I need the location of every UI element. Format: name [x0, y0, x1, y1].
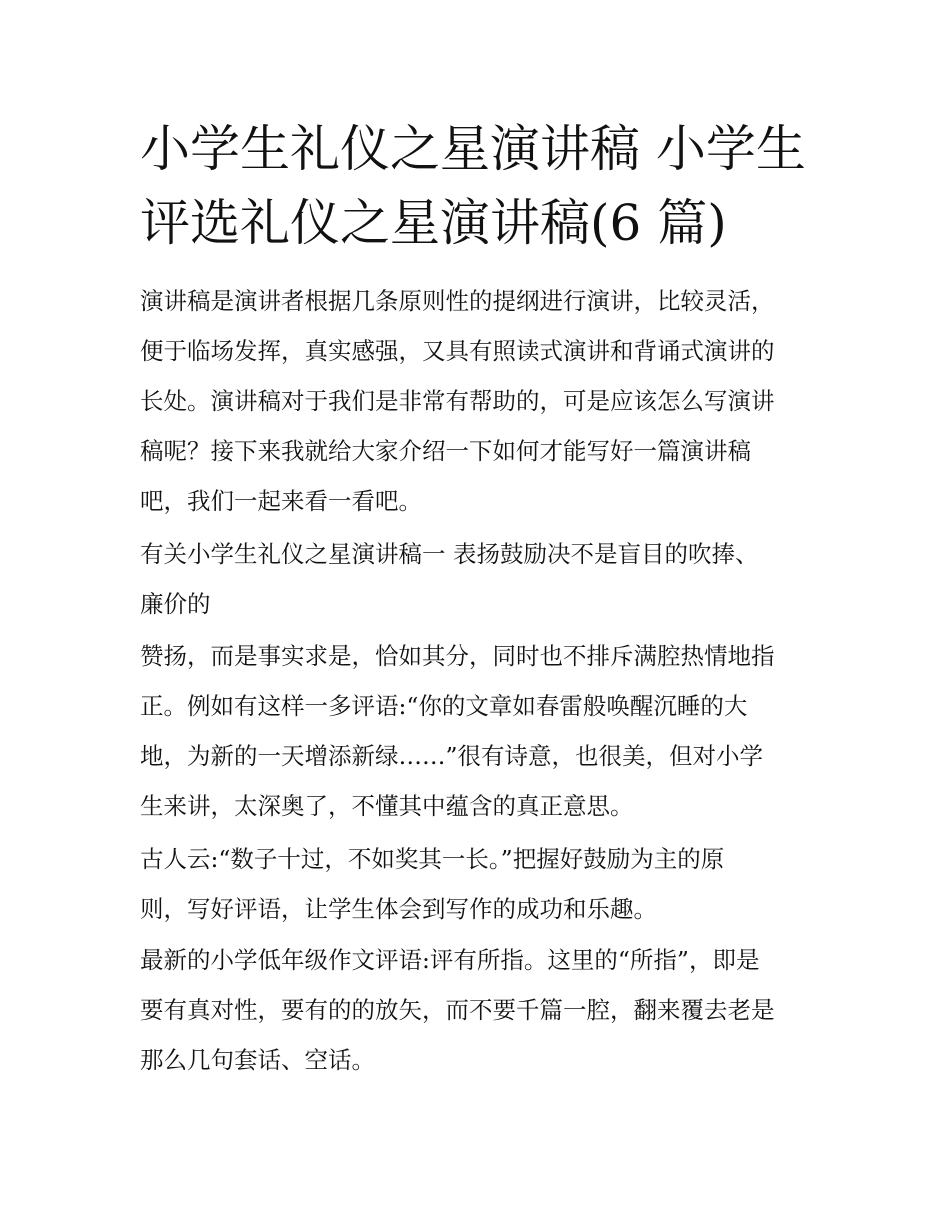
body-line-4: 稿呢？接下来我就给大家介绍一下如何才能写好一篇演讲稿 — [140, 437, 751, 465]
body-line-9: 正。例如有这样一多评语:“你的文章如春雷般唤醒沉睡的大 — [140, 692, 748, 720]
body-line-14: 最新的小学低年级作文评语:评有所指。这里的“所指”，即是 — [140, 946, 760, 974]
body-line-13: 则，写好评语，让学生体会到写作的成功和乐趣。 — [140, 895, 657, 923]
title-line-2: 评选礼仪之星演讲稿(6 篇) — [140, 194, 727, 252]
title-line-1: 小学生礼仪之星演讲稿 小学生 — [140, 120, 806, 178]
body-line-7: 廉价的 — [140, 590, 211, 618]
document-title — [140, 112, 830, 260]
body-line-16: 那么几句套话、空话。 — [140, 1046, 375, 1074]
body-line-10: 地，为新的一天增添新绿……”很有诗意，也很美，但对小学 — [140, 742, 764, 770]
body-line-3: 长处。演讲稿对于我们是非常有帮助的，可是应该怎么写演讲 — [140, 387, 775, 415]
body-line-15: 要有真对性，要有的的放矢，而不要千篇一腔，翻来覆去老是 — [140, 996, 775, 1024]
body-line-5: 吧，我们一起来看一看吧。 — [140, 487, 422, 515]
body-line-6: 有关小学生礼仪之星演讲稿一 表扬鼓励决不是盲目的吹捧、 — [140, 540, 759, 568]
body-line-1: 演讲稿是演讲者根据几条原则性的提纲进行演讲，比较灵活， — [140, 287, 775, 315]
body-line-11: 生来讲，太深奥了，不懂其中蕴含的真正意思。 — [140, 792, 634, 820]
body-line-2: 便于临场发挥，真实感强，又具有照读式演讲和背诵式演讲的 — [140, 337, 775, 365]
body-line-8: 赞扬，而是事实求是，恰如其分，同时也不排斥满腔热情地指 — [140, 642, 775, 670]
body-line-12: 古人云:“数子十过，不如奖其一长。”把握好鼓励为主的原 — [140, 845, 725, 873]
